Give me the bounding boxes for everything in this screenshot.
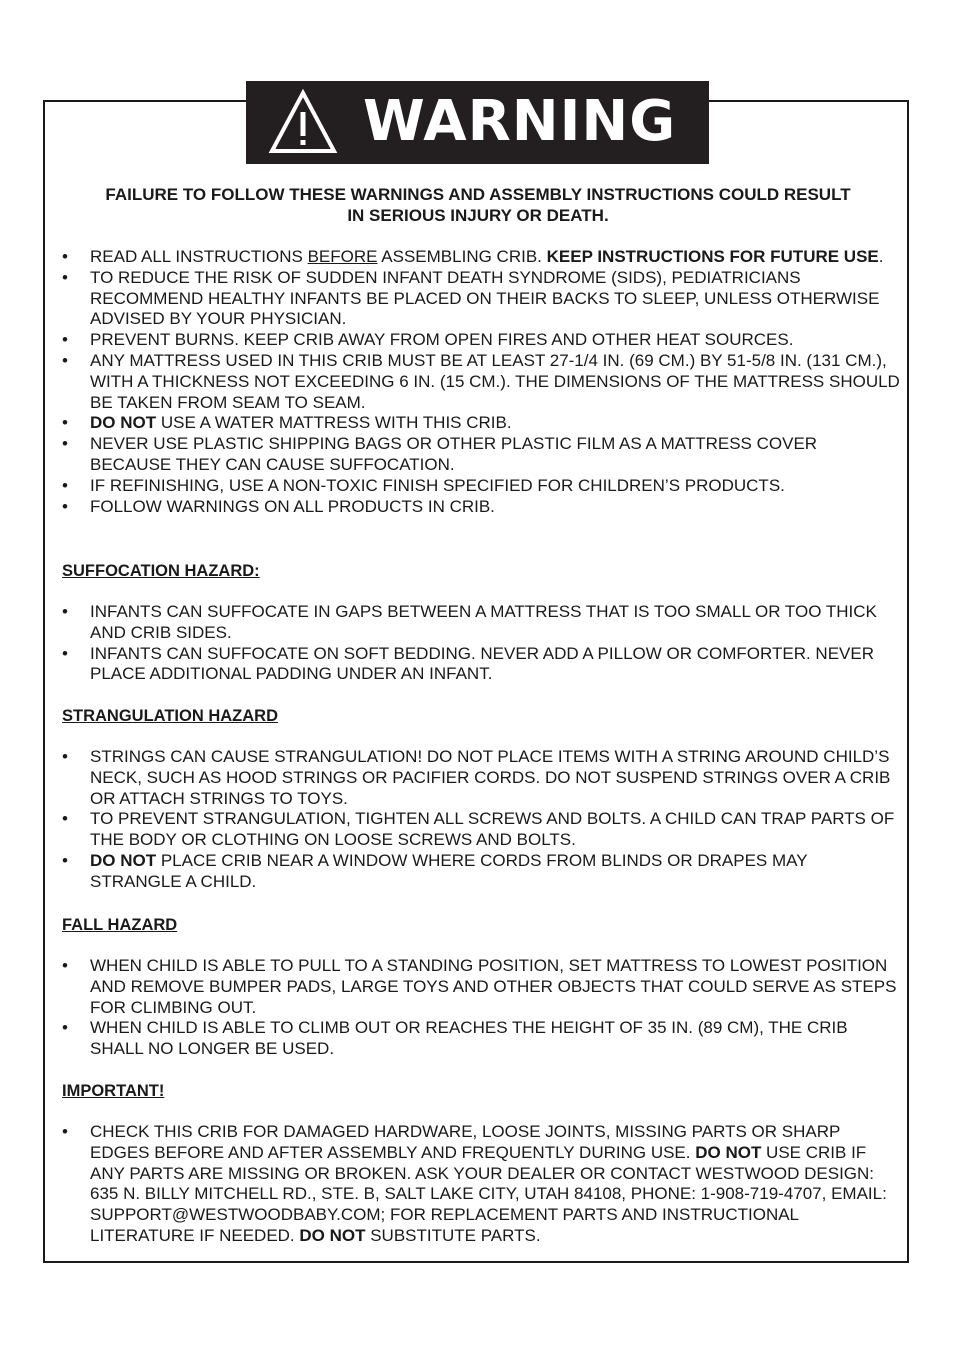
warning-banner [246,81,709,164]
strangulation-list [62,747,902,893]
list-item: • WHEN CHILD IS ABLE TO PULL TO A STANDING POSITION, SET MATTRESS TO LOWEST POSITION AND REMOVE BUMPER PADS, LARGE TOYS AND OTHER OBJECTS THAT COULD SERVE AS STEPS FOR CLIMBING OUT. [62,956,897,1017]
important-heading: IMPORTANT! [62,1082,165,1100]
suffocation-list [62,602,902,685]
list-item: • INFANTS CAN SUFFOCATE ON SOFT BEDDING. NEVER ADD A PILLOW OR COMFORTER. NEVER PLACE ADDITIONAL PADDING UNDER AN INFANT. [62,643,875,684]
bullet-icon: • [62,1122,68,1141]
bullet-icon: • [62,247,68,266]
bullet-icon: • [62,267,68,287]
important-list [62,1122,902,1247]
list-item: • FOLLOW WARNINGS ON ALL PRODUCTS IN CRIB. [62,496,495,516]
bullet-icon: • [62,643,68,663]
list-item: • NEVER USE PLASTIC SHIPPING BAGS OR OTHER PLASTIC FILM AS A MATTRESS COVER BECAUSE THEY CAN CAUSE SUFFOCATION. [62,434,818,474]
bullet-icon: • [62,413,68,433]
strangulation-heading: STRANGULATION HAZARD [62,707,279,725]
general-warnings-list [62,247,902,517]
warning-triangle-icon [268,88,338,156]
list-item: • DO NOT PLACE CRIB NEAR A WINDOW WHERE CORDS FROM BLINDS OR DRAPES MAY STRANGLE A CHILD. [62,850,808,891]
bullet-icon: • [62,956,68,975]
list-item: • IF REFINISHING, USE A NON-TOXIC FINISH SPECIFIED FOR CHILDREN’S PRODUCTS. [62,475,785,495]
warning-title: WARNING [363,89,677,154]
list-item: • PREVENT BURNS. KEEP CRIB AWAY FROM OPEN FIRES AND OTHER HEAT SOURCES. [62,330,794,350]
bullet-icon: • [62,496,68,516]
intro-line-2: IN SERIOUS INJURY OR DEATH. [347,206,609,225]
bullet-icon: • [62,350,68,370]
intro-warning [60,184,896,226]
fall-heading: FALL HAZARD [62,916,178,934]
bullet-icon: • [62,330,68,350]
bullet-icon: • [62,850,68,870]
list-item: • TO REDUCE THE RISK OF SUDDEN INFANT DEATH SYNDROME (SIDS), PEDIATRICIANS RECOMMEND HEALTHY INFANTS BE PLACED ON THEIR BACKS TO SLEEP, UNLESS OTHERWISE ADVISED BY YOUR PHYSICIAN. [62,267,880,329]
list-item: • STRINGS CAN CAUSE STRANGULATION! DO NOT PLACE ITEMS WITH A STRING AROUND CHILD’S NECK, SUCH AS HOOD STRINGS OR PACIFIER CORDS. DO NOT SUSPEND STRINGS OVER A CRIB OR ATTACH STRINGS TO TOYS. [62,747,891,808]
bullet-icon: • [62,475,68,495]
bullet-icon: • [62,602,68,621]
list-item: • READ ALL INSTRUCTIONS BEFORE ASSEMBLING CRIB. KEEP INSTRUCTIONS FOR FUTURE USE. [62,247,884,266]
bullet-icon: • [62,747,68,766]
bullet-icon: • [62,434,68,454]
fall-list [62,956,902,1060]
list-item: • INFANTS CAN SUFFOCATE IN GAPS BETWEEN A MATTRESS THAT IS TOO SMALL OR TOO THICK AND CRIB SIDES. [62,602,877,642]
list-item: • CHECK THIS CRIB FOR DAMAGED HARDWARE, LOOSE JOINTS, MISSING PARTS OR SHARP EDGES BEFORE AND AFTER ASSEMBLY AND FREQUENTLY DURING USE. DO NOT USE CRIB IF ANY PARTS ARE MISSING OR BROKEN. ASK YOUR DEALER OR CONTACT WESTWOOD DESIGN: 635 N. BILLY MITCHELL RD., STE. B, SALT LAKE CITY, UTAH 84108, PHONE: 1-908-719-4707, EMAIL: SUPPORT@WESTWOODBABY.COM; FOR REPLACEMENT PARTS AND INSTRUCTIONAL LITERATURE IF NEEDED. DO NOT SUBSTITUTE PARTS. [62,1122,887,1245]
bullet-icon: • [62,1018,68,1038]
list-item: • WHEN CHILD IS ABLE TO CLIMB OUT OR REACHES THE HEIGHT OF 35 IN. (89 CM), THE CRIB SHALL NO LONGER BE USED. [62,1018,848,1059]
list-item: • TO PREVENT STRANGULATION, TIGHTEN ALL SCREWS AND BOLTS. A CHILD CAN TRAP PARTS OF THE BODY OR CLOTHING ON LOOSE SCREWS AND BOLTS. [62,809,895,850]
list-item: • ANY MATTRESS USED IN THIS CRIB MUST BE AT LEAST 27-1/4 IN. (69 CM.) BY 51-5/8 IN. (131 CM.), WITH A THICKNESS NOT EXCEEDING 6 IN. (15 CM.). THE DIMENSIONS OF THE MATTRESS SHOULD BE TAKEN FROM SEAM TO SEAM. [62,350,900,412]
intro-line-1: FAILURE TO FOLLOW THESE WARNINGS AND ASSEMBLY INSTRUCTIONS COULD RESULT [105,185,851,204]
bullet-icon: • [62,809,68,829]
list-item: • DO NOT USE A WATER MATTRESS WITH THIS CRIB. [62,413,512,433]
suffocation-heading: SUFFOCATION HAZARD: [62,562,260,580]
